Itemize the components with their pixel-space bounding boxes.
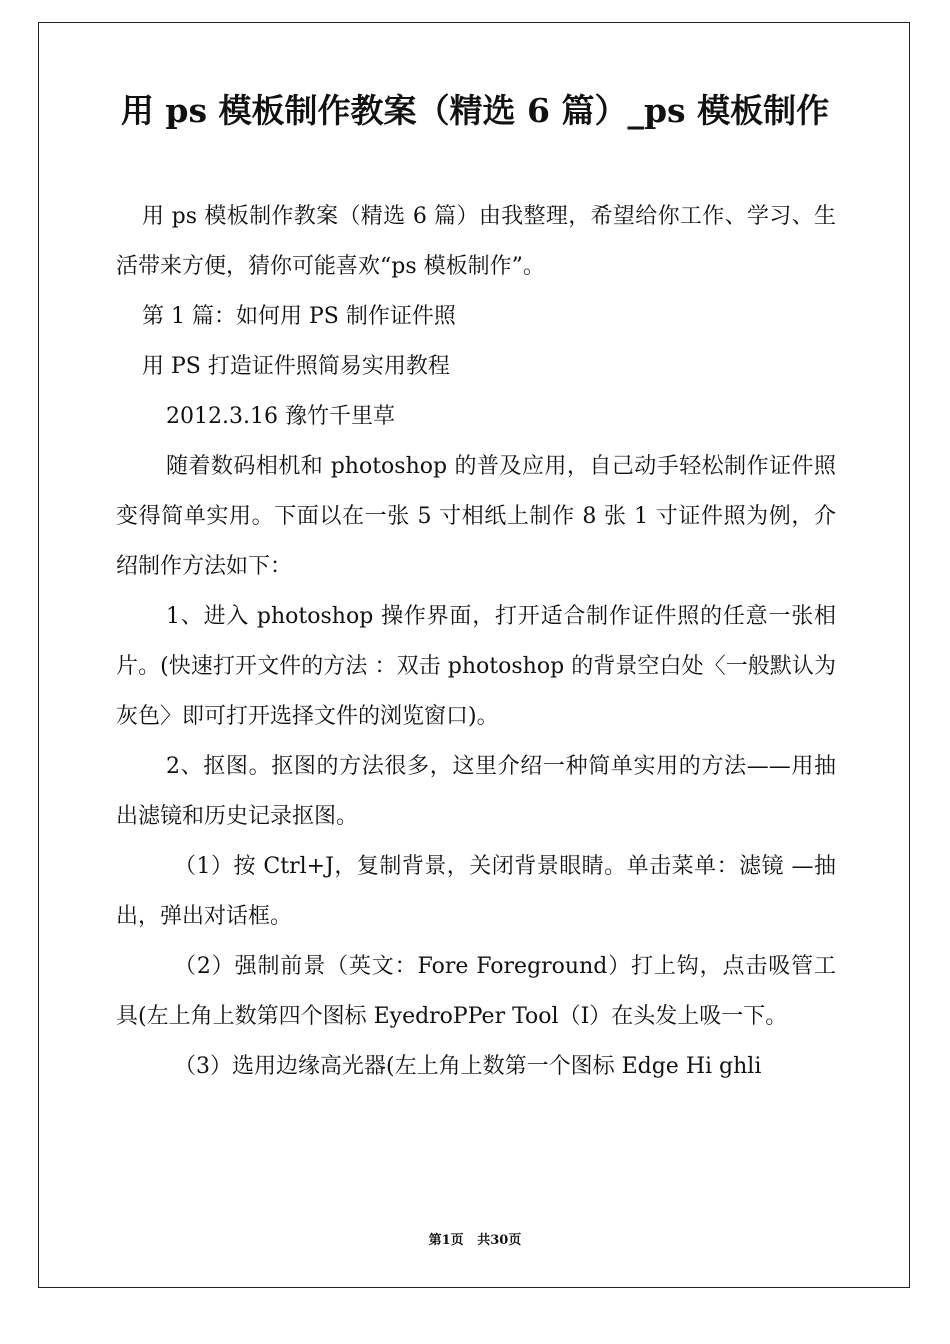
step-paragraph: 1、进入 photoshop 操作界面，打开适合制作证件照的任意一张相片。(快速打开文件的方法 ：双击 photoshop 的背景空白处〈一般默认为灰色〉即可打开选择文件的浏览窗口)。 [116,604,836,729]
article-title: 用 PS 打造证件照简易实用教程 [142,354,450,379]
document-title: 用 ps 模板制作教案（精选 6 篇）_ps 模板制作 [120,91,830,130]
substep-paragraph: （1）按 Ctrl+J，复制背景，关闭背景眼睛。单击菜单：滤镜 —抽出，弹出对话框。 [116,854,836,929]
document-body [116,192,836,1092]
article-byline: 2012.3.16 豫竹千里草 [166,404,395,429]
page-total: 共30页 [477,1233,522,1248]
substep-paragraph: （2）强制前景（英文：Fore Foreground）打上钩，点击吸管工具(左上角上数第四个图标 EyedroPPer Tool（I）在头发上吸一下。 [116,954,836,1029]
chapter-heading: 第 1 篇：如何用 PS 制作证件照 [142,304,456,329]
page-number: 第1页 [428,1233,464,1248]
intro-paragraph: 用 ps 模板制作教案（精选 6 篇）由我整理，希望给你工作、学习、生活带来方便，猜你可能喜欢“ps 模板制作”。 [116,204,836,279]
substep-paragraph: （3）选用边缘高光器(左上角上数第一个图标 Edge Hi ghli [174,1054,762,1079]
body-paragraph: 随着数码相机和 photoshop 的普及应用，自己动手轻松制作证件照变得简单实用。下面以在一张 5 寸相纸上制作 8 张 1 寸证件照为例，介绍制作方法如下： [116,454,836,579]
page-footer [40,1232,910,1250]
step-paragraph: 2、抠图。抠图的方法很多，这里介绍一种简单实用的方法——用抽出滤镜和历史记录抠图。 [116,754,836,829]
